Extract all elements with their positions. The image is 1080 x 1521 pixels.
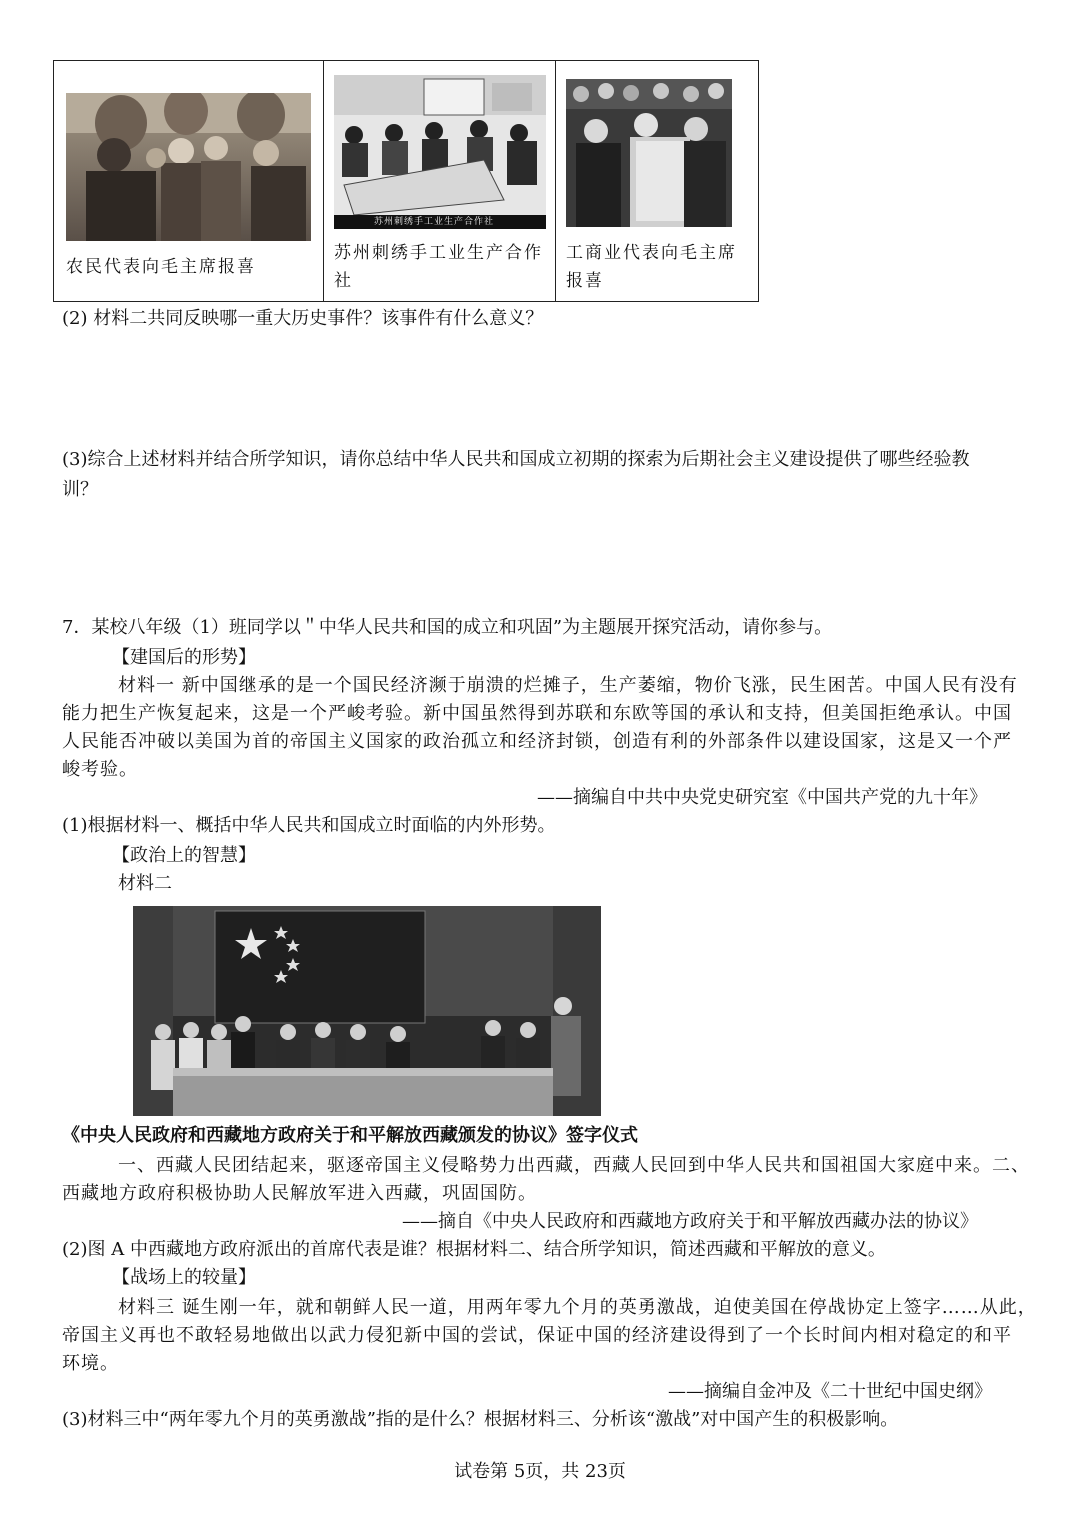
question-2: (2) 材料二共同反映哪一重大历史事件？该事件有什么意义？ [62, 308, 544, 329]
question-7-3: (3)材料三中“两年零九个月的英勇激战”指的是什么？根据材料三、分析该“激战”对中国产生的积极影响。 [62, 1409, 899, 1430]
photo-caption-embroidery-line2: 社 [334, 271, 353, 291]
section-heading-situation: 【建国后的形势】 [112, 647, 256, 668]
tibet-agreement-signing-photo [133, 906, 601, 1116]
photo-caption-embroidery-line1: 苏州刺绣手工业生产合作 [334, 243, 543, 263]
photo-caption-industry-line2: 报喜 [566, 271, 604, 291]
material-2-source: ——摘自《中央人民政府和西藏地方政府关于和平解放西藏办法的协议》 [402, 1211, 978, 1232]
material-1-line2: 能力把生产恢复起来，这是一个严峻考验。新中国虽然得到苏联和东欧等国的承认和支持，但美国拒绝承认。中国 [62, 703, 1012, 724]
question-7-title: 7．某校八年级（1）班同学以＂中华人民共和国的成立和巩固”为主题展开探究活动，请你参与。 [62, 617, 833, 638]
material-2-text-line2: 西藏地方政府积极协助人民解放军进入西藏，巩固国防。 [62, 1183, 537, 1204]
embroidery-cooperative-photo [334, 75, 546, 229]
material-1-line3: 人民能否冲破以美国为首的帝国主义国家的政治孤立和经济封锁，创造有利的外部条件以建设国家，这是又一个严 [62, 731, 1012, 752]
material-3-line2: 帝国主义再也不敢轻易地做出以武力侵犯新中国的尝试，保证中国的经济建设得到了一个长时间内相对稳定的和平 [62, 1325, 1012, 1346]
industry-report-photo [566, 79, 732, 227]
material-3-source: ——摘编自金冲及《二十世纪中国史纲》 [668, 1381, 992, 1402]
material-2-label: 材料二 [118, 873, 172, 894]
section-heading-politics: 【政治上的智慧】 [112, 845, 256, 866]
photo-cell-farmers [54, 61, 323, 301]
material-1-source: ——摘编自中共中央党史研究室《中国共产党的九十年》 [537, 787, 987, 808]
photo-caption-industry-line1: 工商业代表向毛主席 [566, 243, 737, 263]
material-1-line4: 峻考验。 [62, 759, 138, 780]
page-footer: 试卷第 5页，共 23页 [454, 1461, 626, 1482]
question-3-line2: 训？ [62, 479, 98, 500]
signing-photo-caption: 《中央人民政府和西藏地方政府关于和平解放西藏颁发的协议》签字仪式 [62, 1125, 638, 1146]
question-7-2: (2)图 A 中西藏地方政府派出的首席代表是谁？根据材料二、结合所学知识，简述西藏和平解放的意义。 [62, 1239, 886, 1260]
photo-inner-caption: 苏州刺绣手工业生产合作社 [374, 217, 495, 227]
question-7-1: (1)根据材料一、概括中华人民共和国成立时面临的内外形势。 [62, 815, 556, 836]
photo-table [53, 60, 759, 302]
photo-cell-industry [555, 61, 758, 301]
question-3-line1: (3)综合上述材料并结合所学知识，请你总结中华人民共和国成立初期的探索为后期社会主义建设提供了哪些经验教 [62, 449, 970, 470]
material-3-line3: 环境。 [62, 1353, 119, 1374]
material-1-line1: 材料一 新中国继承的是一个国民经济濒于崩溃的烂摊子，生产萎缩，物价飞涨，民生困苦。中国人民有没有 [118, 675, 1018, 696]
section-heading-battlefield: 【战场上的较量】 [112, 1267, 256, 1288]
material-2-text-line1: 一、西藏人民团结起来，驱逐帝国主义侵略势力出西藏，西藏人民回到中华人民共和国祖国大家庭中来。二、 [118, 1155, 1030, 1176]
photo-cell-embroidery [323, 61, 555, 301]
farmers-report-photo [66, 93, 311, 241]
photo-caption-farmers: 农民代表向毛主席报喜 [66, 257, 256, 277]
material-3-line1: 材料三 诞生刚一年，就和朝鲜人民一道，用两年零九个月的英勇激战，迫使美国在停战协定上签字……从此， [118, 1297, 1037, 1318]
